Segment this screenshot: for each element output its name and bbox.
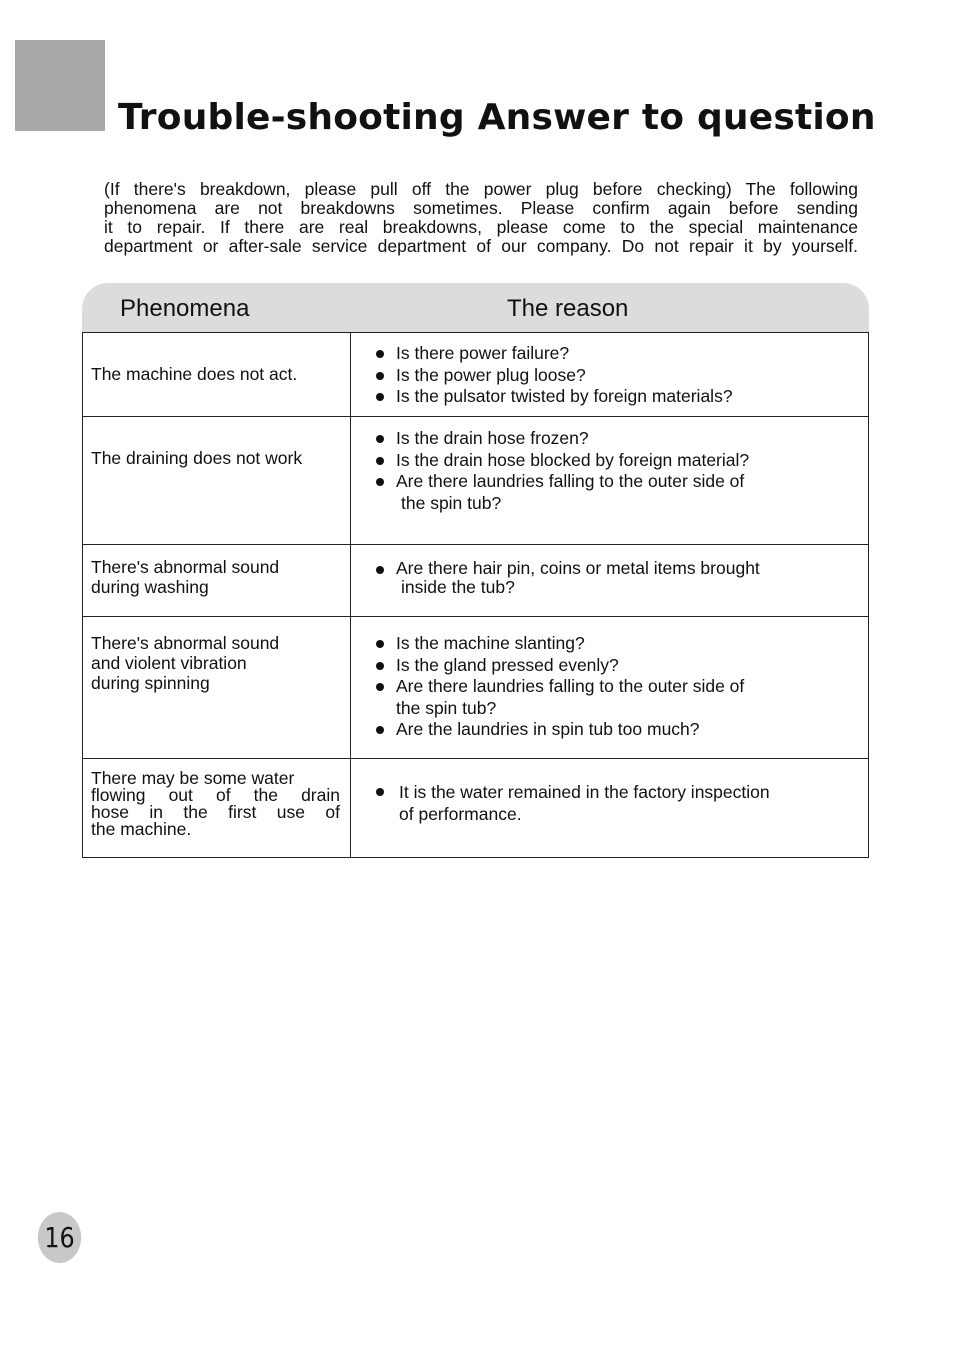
table-row: [83, 759, 869, 858]
reason-item: [375, 559, 868, 597]
reason-list: [375, 781, 868, 825]
reason-text: Are there laundries falling to the outer side of: [396, 471, 745, 491]
reason-text: Is there power failure?: [396, 343, 570, 363]
phenomenon-cell: [83, 417, 351, 545]
reason-item: [375, 450, 868, 472]
phenomenon-cell: [83, 545, 351, 617]
phenomenon-text: The machine does not act.: [91, 364, 298, 384]
reason-item: [375, 655, 868, 677]
reason-text: Is the machine slanting?: [396, 633, 585, 653]
bullet-icon: [376, 662, 384, 670]
intro-line: phenomena are not breakdowns sometimes. Please confirm again before sending: [104, 198, 858, 218]
phenomenon-cell: [83, 333, 351, 417]
reason-text: Are there hair pin, coins or metal items brought: [396, 558, 760, 578]
phenomenon-text: There may be some water: [91, 768, 295, 788]
reason-list: [375, 343, 868, 408]
phenomenon-text: hose in the first use of: [91, 802, 340, 822]
reason-text: Is the drain hose blocked by foreign material?: [396, 449, 750, 470]
phenomenon-text: the machine.: [91, 819, 192, 839]
bullet-icon: [376, 457, 384, 465]
table-row: [83, 545, 869, 617]
phenomenon-text: during spinning: [91, 673, 210, 693]
reason-item: [375, 386, 868, 408]
reason-cell: [351, 617, 869, 759]
reason-cell: [351, 759, 869, 858]
phenomenon-text: during washing: [91, 577, 209, 597]
reason-cell: [351, 545, 869, 617]
reason-item: [375, 633, 868, 655]
reason-continuation: of performance.: [399, 804, 522, 824]
header-reason: The reason: [507, 295, 629, 322]
phenomenon-text: and violent vibration: [91, 653, 247, 673]
reason-item: [375, 719, 868, 741]
reason-text: Is the pulsator twisted by foreign materials?: [396, 386, 733, 406]
phenomenon-text: There's abnormal sound: [91, 557, 280, 577]
intro-line: department or after-sale service department of our company. Do not repair it by yourself.: [104, 236, 858, 256]
intro-line: (If there's breakdown, please pull off the power plug before checking) The following: [104, 179, 858, 199]
phenomenon-cell: [83, 759, 351, 858]
reason-text: Is the power plug loose?: [396, 364, 586, 385]
intro-line: it to repair. If there are real breakdowns, please come to the special maintenance: [104, 217, 858, 237]
phenomenon-text: There's abnormal sound: [91, 633, 280, 653]
page-number-badge: 16: [38, 1212, 81, 1263]
bullet-icon: [376, 683, 384, 691]
bullet-icon: [376, 566, 384, 574]
trouble-table: [82, 332, 869, 858]
reason-cell: [351, 417, 869, 545]
table-row: [83, 333, 869, 417]
phenomenon-cell: [83, 617, 351, 759]
page-title: Trouble-shooting Answer to question: [118, 97, 876, 138]
table-row: [83, 617, 869, 759]
reason-item: [375, 781, 868, 825]
bullet-icon: [376, 372, 384, 380]
reason-continuation: inside the tub?: [401, 577, 515, 597]
corner-accent-block: [15, 40, 105, 131]
table-header: [82, 283, 869, 332]
bullet-icon: [376, 726, 384, 734]
bullet-icon: [376, 393, 384, 401]
reason-text: Are the laundries in spin tub too much?: [396, 719, 700, 739]
bullet-icon: [376, 350, 384, 358]
reason-list: [375, 428, 868, 514]
phenomenon-text: flowing out of the drain: [91, 785, 340, 805]
intro-paragraph: [104, 180, 858, 256]
reason-item: [375, 676, 868, 719]
bullet-icon: [376, 435, 384, 443]
phenomenon-text: The draining does not work: [91, 448, 303, 468]
reason-item: [375, 428, 868, 450]
reason-text: Are there laundries falling to the outer side of: [396, 676, 745, 696]
reason-text: Is the drain hose frozen?: [396, 428, 589, 448]
reason-continuation: the spin tub?: [401, 492, 502, 513]
reason-text: Is the gland pressed evenly?: [396, 654, 619, 675]
reason-text: It is the water remained in the factory inspection: [399, 782, 770, 802]
header-phenomena: Phenomena: [120, 295, 250, 322]
reason-list: [375, 559, 868, 597]
reason-continuation: the spin tub?: [396, 697, 497, 718]
reason-item: [375, 471, 868, 514]
bullet-icon: [376, 788, 384, 796]
bullet-icon: [376, 478, 384, 486]
reason-list: [375, 633, 868, 741]
reason-item: [375, 365, 868, 387]
table-row: [83, 417, 869, 545]
bullet-icon: [376, 640, 384, 648]
reason-item: [375, 343, 868, 365]
reason-cell: [351, 333, 869, 417]
